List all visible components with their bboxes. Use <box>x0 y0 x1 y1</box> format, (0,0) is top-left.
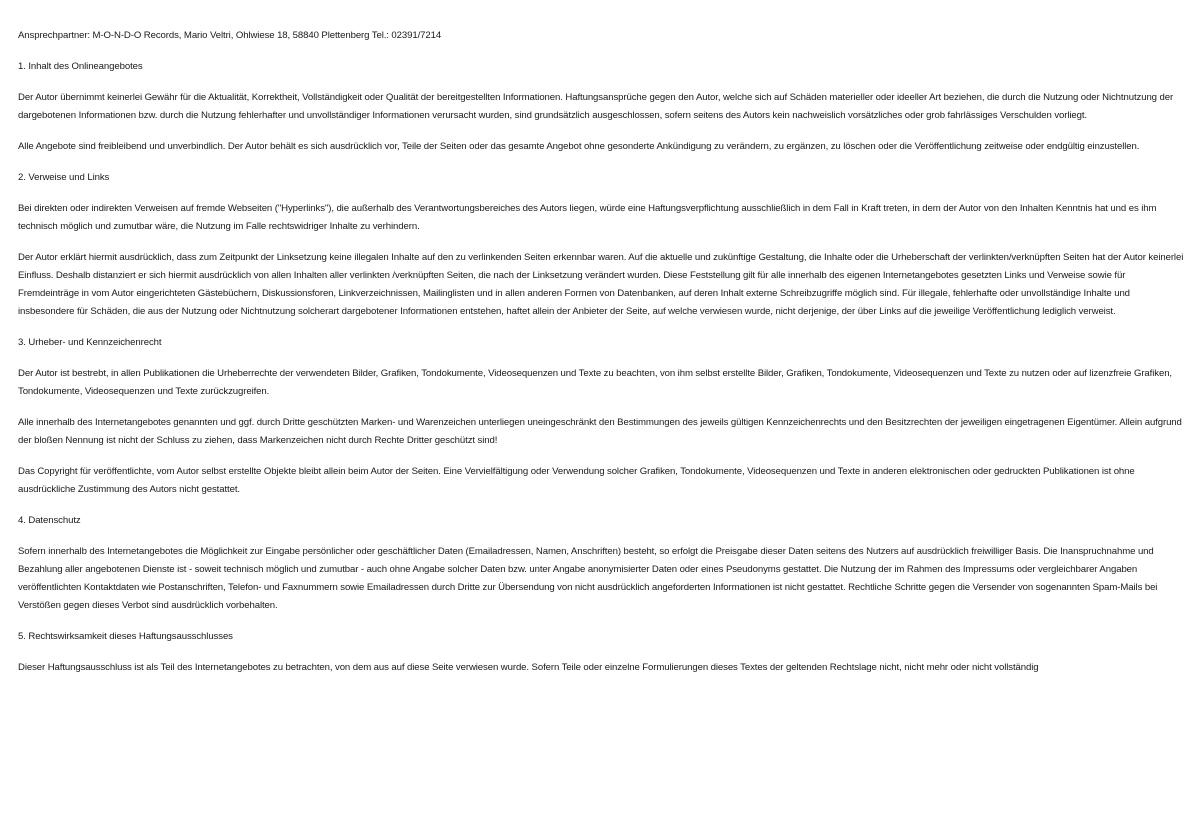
section-links <box>18 169 1186 321</box>
section-copyright <box>18 334 1186 499</box>
paragraph: Der Autor ist bestrebt, in allen Publikationen die Urheberrechte der verwendeten Bilder, Grafiken, Tondokumente, Videosequenzen und Texte zu beachten, von ihm selbst erstellte Bilder, Grafiken, Tondokumente, Videosequenzen und Texte zu nutzen oder auf lizenzfreie Grafiken, Tondokumente, Videosequenzen und Texte zurückzugreifen. <box>18 368 1172 397</box>
section-title: 2. Verweise und Links <box>18 172 110 183</box>
paragraph: Der Autor übernimmt keinerlei Gewähr für die Aktualität, Korrektheit, Vollständigkeit oder Qualität der bereitgestellten Informationen. Haftungsansprüche gegen den Autor, welche sich auf Schäden materieller oder ideeller Art beziehen, die durch die Nutzung oder Nichtnutzung der dargebotenen Informationen bzw. durch die Nutzung fehlerhafter und unvollständiger Informationen verursacht wurden, sind grundsätzlich ausgeschlossen, sofern seitens des Autors kein nachweislich vorsätzliches oder grob fahrlässiges Verschulden vorliegt. <box>18 92 1174 121</box>
paragraph: Das Copyright für veröffentlichte, vom Autor selbst erstellte Objekte bleibt allein beim Autor der Seiten. Eine Vervielfältigung oder Verwendung solcher Grafiken, Tondokumente, Videosequenzen und Texte in anderen elektronischen oder gedruckten Publikationen ist ohne ausdrückliche Zustimmung des Autors nicht gestattet. <box>18 466 1135 495</box>
paragraph: Sofern innerhalb des Internetangebotes die Möglichkeit zur Eingabe persönlicher oder geschäftlicher Daten (Emailadressen, Namen, Anschriften) besteht, so erfolgt die Preisgabe dieser Daten seitens des Nutzers auf ausdrücklich freiwilliger Basis. Die Inanspruchnahme und Bezahlung aller angebotenen Dienste ist - soweit technisch möglich und zumutbar - auch ohne Angabe solcher Daten bzw. unter Angabe anonymisierter Daten oder eines Pseudonyms gestattet. Die Nutzung der im Rahmen des Impressums oder vergleichbarer Angaben veröffentlichten Kontaktdaten wie Postanschriften, Telefon- und Faxnummern sowie Emailadressen durch Dritte zur Übersendung von nicht ausdrücklich angeforderten Informationen ist nicht gestattet. Rechtliche Schritte gegen die Versender von sogenannten Spam-Mails bei Verstößen gegen dieses Verbot sind ausdrücklich vorbehalten. <box>18 546 1158 611</box>
section-privacy <box>18 512 1186 615</box>
paragraph: Alle Angebote sind freibleibend und unverbindlich. Der Autor behält es sich ausdrücklich vor, Teile der Seiten oder das gesamte Angebot ohne gesonderte Ankündigung zu verändern, zu ergänzen, zu löschen oder die Veröffentlichung zeitweise oder endgültig einzustellen. <box>18 141 1140 152</box>
section-content <box>18 58 1186 156</box>
section-title: 4. Datenschutz <box>18 515 81 526</box>
contact-line: Ansprechpartner: M-O-N-D-O Records, Mario Veltri, Ohlwiese 18, 58840 Plettenberg Tel.: 02391/7214 <box>18 30 442 41</box>
paragraph: Der Autor erklärt hiermit ausdrücklich, dass zum Zeitpunkt der Linksetzung keine illegalen Inhalte auf den zu verlinkenden Seiten erkennbar waren. Auf die aktuelle und zukünftige Gestaltung, die Inhalte oder die Urheberschaft der verlinkten/verknüpften Seiten hat der Autor keinerlei Einfluss. Deshalb distanziert er sich hiermit ausdrücklich von allen Inhalten aller verlinkten /verknüpften Seiten, die nach der Linksetzung verändert wurden. Diese Feststellung gilt für alle innerhalb des eigenen Internetangebotes gesetzten Links und Verweise sowie für Fremdeinträge in vom Autor eingerichteten Gästebüchern, Diskussionsforen, Linkverzeichnissen, Mailinglisten und in allen anderen Formen von Datenbanken, auf deren Inhalt externe Schreibzugriffe möglich sind. Für illegale, fehlerhafte oder unvollständige Inhalte und insbesondere für Schäden, die aus der Nutzung oder Nichtnutzung solcherart dargebotener Informationen entstehen, haftet allein der Anbieter der Seite, auf welche verwiesen wurde, nicht derjenige, der über Links auf die jeweilige Veröffentlichung lediglich verweist. <box>18 252 1184 317</box>
paragraph: Bei direkten oder indirekten Verweisen auf fremde Webseiten ("Hyperlinks"), die außerhalb des Verantwortungsbereiches des Autors liegen, würde eine Haftungsverpflichtung ausschließlich in dem Fall in Kraft treten, in dem der Autor von den Inhalten Kenntnis hat und es ihm technisch möglich und zumutbar wäre, die Nutzung im Falle rechtswidriger Inhalte zu verhindern. <box>18 203 1157 232</box>
section-title: 5. Rechtswirksamkeit dieses Haftungsausschlusses <box>18 631 233 642</box>
disclaimer-page <box>18 27 1186 690</box>
section-validity <box>18 628 1186 677</box>
paragraph: Alle innerhalb des Internetangebotes genannten und ggf. durch Dritte geschützten Marken- und Warenzeichen unterliegen uneingeschränkt den Bestimmungen des jeweils gültigen Kennzeichenrechts und den Besitzrechten der jeweiligen eingetragenen Eigentümer. Allein aufgrund der bloßen Nennung ist nicht der Schluss zu ziehen, dass Markenzeichen nicht durch Rechte Dritter geschützt sind! <box>18 417 1182 446</box>
paragraph: Dieser Haftungsausschluss ist als Teil des Internetangebotes zu betrachten, von dem aus auf diese Seite verwiesen wurde. Sofern Teile oder einzelne Formulierungen dieses Textes der geltenden Rechtslage nicht, nicht mehr oder nicht vollständig <box>18 662 1039 673</box>
section-title: 3. Urheber- und Kennzeichenrecht <box>18 337 162 348</box>
section-title: 1. Inhalt des Onlineangebotes <box>18 61 143 72</box>
